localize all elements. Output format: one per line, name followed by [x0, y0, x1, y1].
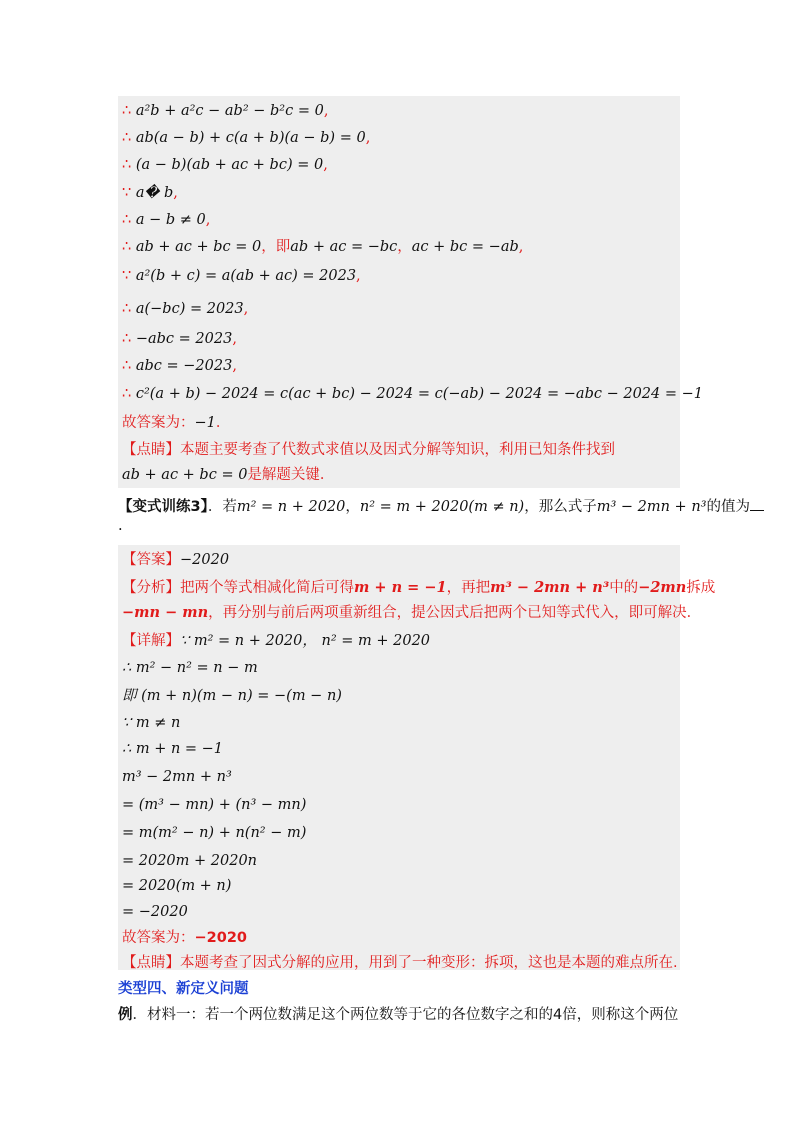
- step-line-8: = 2020m + 2020n: [122, 853, 258, 869]
- blank-underline: [750, 496, 764, 511]
- proof-line-11: ∴ c²(a + b) − 2024 = c(ac + bc) − 2024 = c(−ab) − 2024 = −abc − 2024 = −1: [122, 386, 703, 402]
- proof-line-8: ∴ a(−bc) = 2023,: [122, 301, 249, 317]
- comment-line-2: 【点睛】本题考查了因式分解的应用，用到了一种变形：拆项，这也是本题的难点所在.: [122, 955, 678, 971]
- proof-line-1: ∴ a²b + a²c − ab² − b²c = 0,: [122, 103, 329, 119]
- step-line-9: = 2020(m + n): [122, 878, 232, 894]
- analysis-line-1: 【分析】把两个等式相减化简后可得m + n = −1，再把m³ − 2mn + n³中的−2mn拆成: [122, 579, 716, 596]
- proof-line-6: ∴ ab + ac + bc = 0，即ab + ac = −bc，ac + bc = −ab,: [122, 239, 524, 255]
- proof-line-10: ∴ abc = −2023,: [122, 358, 237, 374]
- step-line-7: = m(m² − n) + n(n² − m): [122, 825, 307, 841]
- detail-line: 【详解】∵ m² = n + 2020， n² = m + 2020: [122, 633, 431, 649]
- step-line-6: = (m³ − mn) + (n³ − mn): [122, 797, 307, 813]
- question-tail: .: [118, 518, 123, 534]
- example-line: 例．材料一：若一个两位数满足这个两位数等于它的各位数字之和的4倍，则称这个两位: [118, 1007, 679, 1023]
- proof-line-9: ∴ −abc = 2023,: [122, 331, 237, 347]
- question-line: 【变式训练3】．若m² = n + 2020，n² = m + 2020(m ≠ n)，那么式子m³ − 2mn + n³的值为: [118, 496, 764, 517]
- answer-line-1: 故答案为：−1．: [122, 415, 231, 431]
- proof-line-5: ∴ a − b ≠ 0,: [122, 212, 211, 228]
- proof-line-4: ∵ a� b,: [122, 185, 178, 201]
- step-line-3: ∵ m ≠ n: [122, 715, 181, 731]
- comment-line-1: 【点睛】本题主要考查了代数式求值以及因式分解等知识，利用已知条件找到: [122, 442, 615, 458]
- final-answer: 故答案为：−2020: [122, 930, 248, 946]
- step-line-5: m³ − 2mn + n³: [122, 769, 232, 785]
- analysis-line-2: −mn − mn，再分别与前后两项重新组合，提公因式后把两个已知等式代入，即可解决．: [122, 604, 702, 621]
- step-line-10: = −2020: [122, 904, 188, 920]
- step-line-1: ∴ m² − n² = n − m: [122, 660, 258, 676]
- comment-line-1b: ab + ac + bc = 0是解题关键．: [122, 467, 335, 483]
- answer-heading: 【答案】−2020: [122, 552, 230, 568]
- proof-line-7: ∵ a²(b + c) = a(ab + ac) = 2023,: [122, 268, 361, 284]
- step-line-2: 即 (m + n)(m − n) = −(m − n): [122, 688, 342, 704]
- section-title: 类型四、新定义问题: [118, 981, 249, 997]
- proof-line-2: ∴ ab(a − b) + c(a + b)(a − b) = 0,: [122, 130, 371, 146]
- proof-line-3: ∴ (a − b)(ab + ac + bc) = 0,: [122, 157, 328, 173]
- step-line-4: ∴ m + n = −1: [122, 741, 224, 757]
